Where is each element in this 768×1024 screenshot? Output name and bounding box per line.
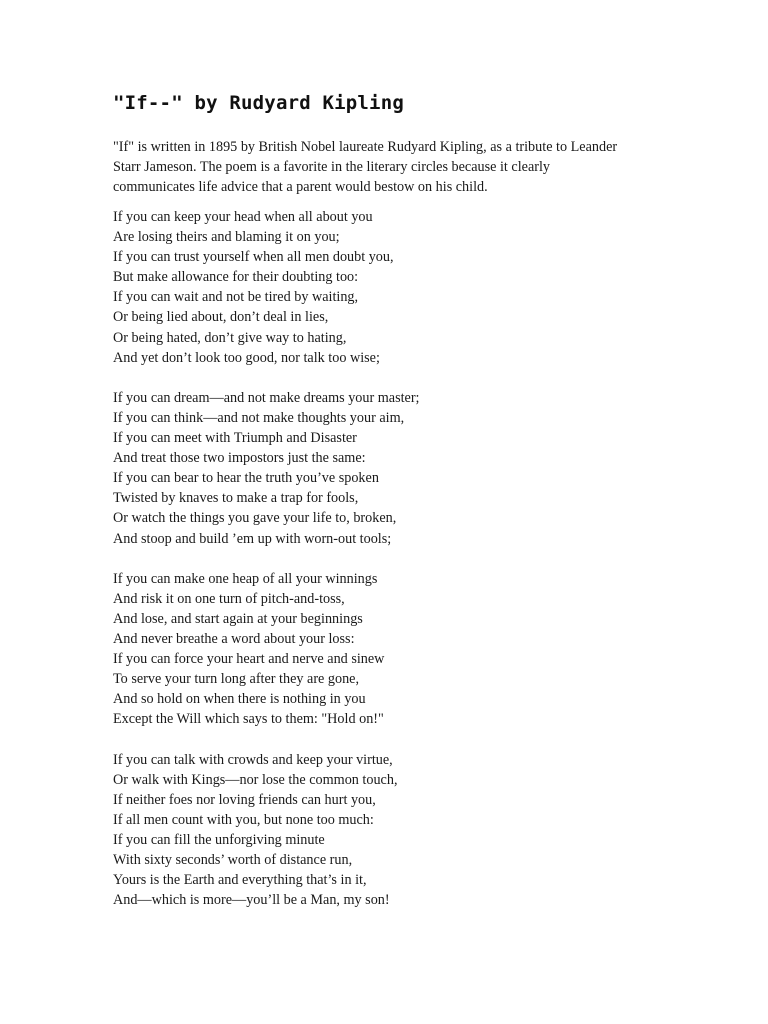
intro-line: "If" is written in 1895 by British Nobel laureate Rudyard Kipling, as a tribute to Leander bbox=[113, 139, 618, 155]
poem-line: If you can think—and not make thoughts your aim, bbox=[113, 409, 405, 426]
poem-line: If you can wait and not be tired by waiting, bbox=[113, 289, 359, 306]
poem-line: And stoop and build ’em up with worn-out tools; bbox=[113, 530, 392, 547]
intro-paragraph bbox=[113, 137, 673, 197]
poem-line: Or being lied about, don’t deal in lies, bbox=[113, 309, 329, 326]
poem-line: Or being hated, don’t give way to hating, bbox=[113, 329, 347, 346]
poem-line: If you can trust yourself when all men doubt you, bbox=[113, 249, 394, 266]
poem-line: And treat those two impostors just the same: bbox=[113, 450, 366, 467]
intro-line: Starr Jameson. The poem is a favorite in the literary circles because it clearly bbox=[113, 159, 551, 175]
poem-line: If you can dream—and not make dreams your master; bbox=[113, 389, 420, 406]
poem-line: With sixty seconds’ worth of distance run, bbox=[113, 852, 353, 868]
poem-line: Or watch the things you gave your life to, broken, bbox=[113, 510, 397, 527]
poem-line: If all men count with you, but none too much: bbox=[113, 811, 374, 828]
poem-line: And never breathe a word about your loss: bbox=[113, 630, 355, 647]
poem-line: And yet don’t look too good, nor talk too wise; bbox=[113, 349, 380, 366]
poem-line: If you can talk with crowds and keep your virtue, bbox=[113, 751, 393, 768]
poem-line: If you can meet with Triumph and Disaster bbox=[113, 430, 357, 447]
poem-line: Twisted by knaves to make a trap for fools, bbox=[113, 490, 359, 507]
intro-line: communicates life advice that a parent would bestow on his child. bbox=[113, 179, 488, 195]
poem-line: And—which is more—you’ll be a Man, my son! bbox=[113, 892, 390, 909]
poem-stanza-1 bbox=[113, 207, 673, 368]
poem-line: But make allowance for their doubting too: bbox=[113, 269, 359, 286]
poem-line: If you can bear to hear the truth you’ve spoken bbox=[113, 470, 379, 487]
poem-stanza-3 bbox=[113, 569, 673, 730]
poem-line: If neither foes nor loving friends can hurt you, bbox=[113, 791, 376, 808]
poem-line: Or walk with Kings—nor lose the common touch, bbox=[113, 771, 398, 788]
poem-line: If you can force your heart and nerve and sinew bbox=[113, 651, 385, 668]
poem-line: To serve your turn long after they are gone, bbox=[113, 671, 360, 688]
poem-stanza-2 bbox=[113, 388, 673, 549]
document-title: "If--" by Rudyard Kipling bbox=[113, 92, 404, 114]
poem-line: Are losing theirs and blaming it on you; bbox=[113, 229, 340, 246]
poem-line: And lose, and start again at your beginnings bbox=[113, 610, 363, 627]
poem-line: Yours is the Earth and everything that’s in it, bbox=[113, 872, 367, 889]
poem-line: And risk it on one turn of pitch-and-toss, bbox=[113, 590, 345, 607]
poem-line: If you can keep your head when all about you bbox=[113, 209, 373, 225]
poem-body bbox=[113, 207, 673, 930]
poem-line: If you can fill the unforgiving minute bbox=[113, 831, 325, 848]
poem-line: Except the Will which says to them: "Hold on!" bbox=[113, 711, 384, 728]
poem-line: If you can make one heap of all your winnings bbox=[113, 570, 378, 587]
poem-stanza-4 bbox=[113, 750, 673, 911]
poem-line: And so hold on when there is nothing in you bbox=[113, 691, 366, 708]
